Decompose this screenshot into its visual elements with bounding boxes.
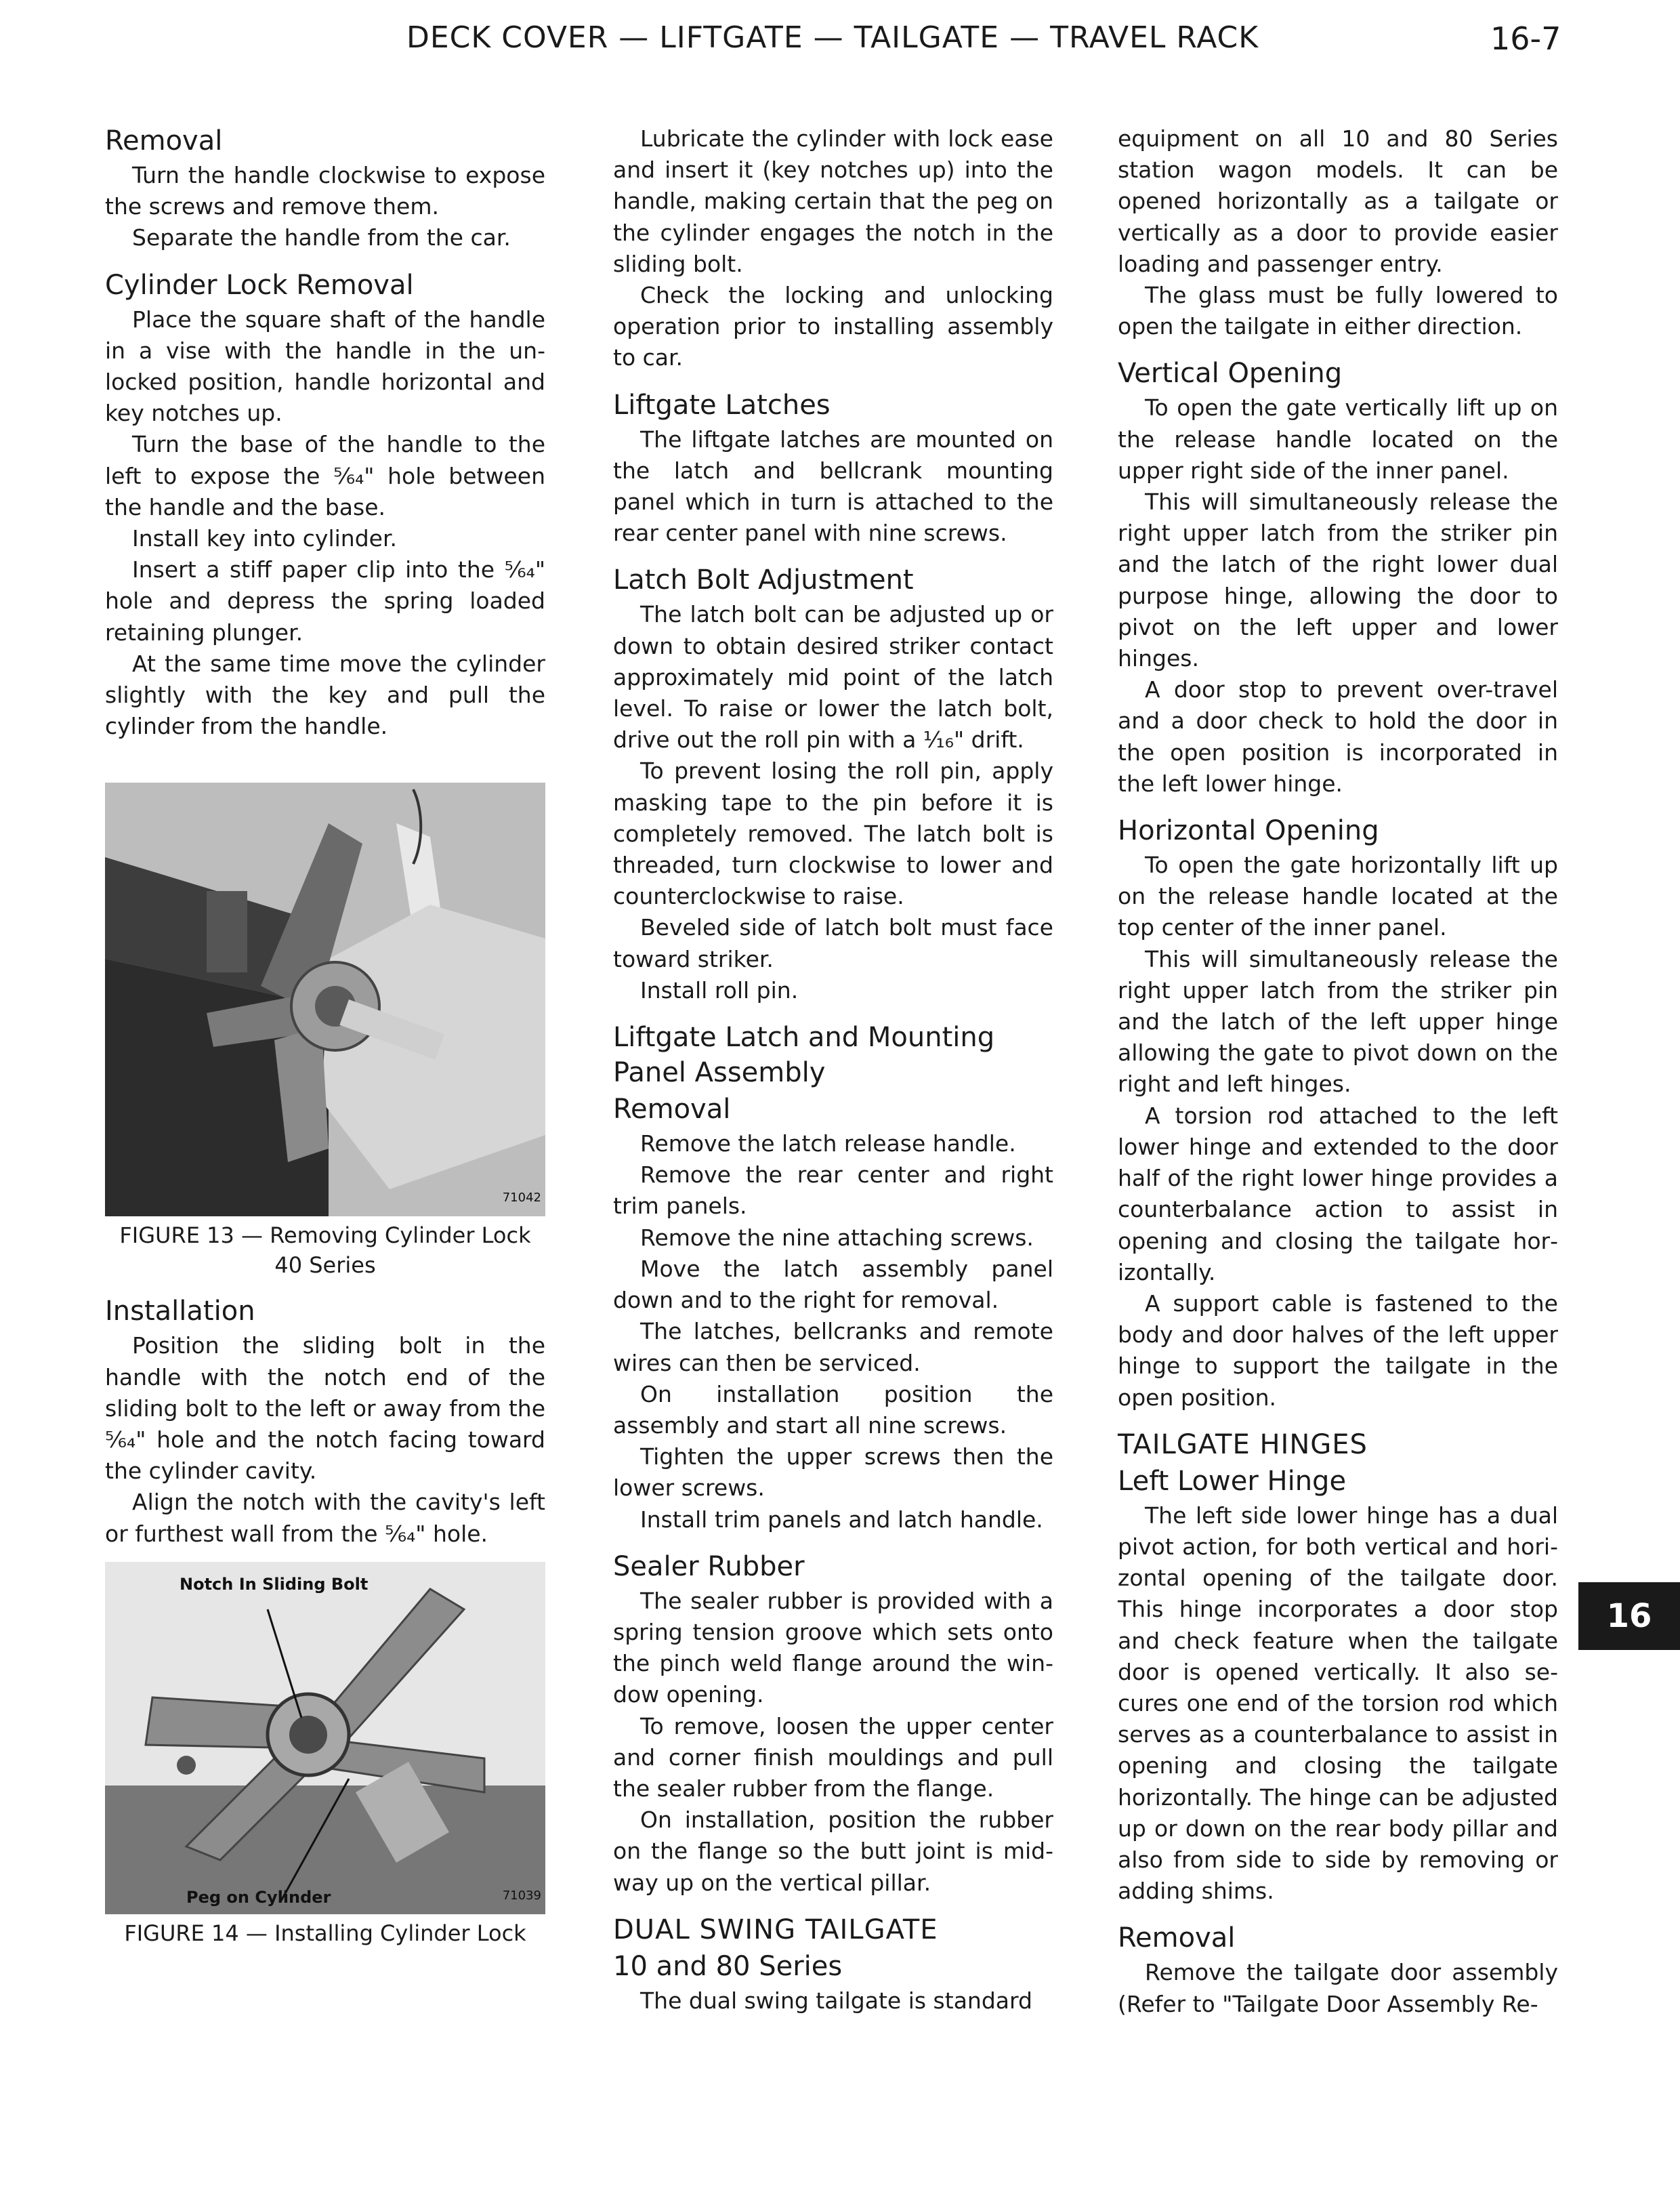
paragraph: Beveled side of latch bolt must face toward striker. — [613, 914, 1053, 972]
removal-heading: Removal — [105, 125, 223, 157]
paragraph: Remove the tailgate door assembly (Refer to "Tailgate Door Assembly Re- — [1118, 1959, 1558, 2017]
figure-14-photo — [105, 1562, 545, 1914]
page-number: 16-7 — [1490, 20, 1561, 57]
paragraph: Turn the handle clockwise to expose the screws and remove them. — [105, 162, 545, 220]
paragraph: At the same time move the cylinder slightly with the key and pull the cylinder from the handle. — [105, 650, 545, 740]
figure-13-caption-line1: FIGURE 13 — Removing Cylinder Lock — [119, 1222, 531, 1249]
paragraph: On installation position the assembly and start all nine screws. — [613, 1380, 1053, 1439]
paragraph: To remove, loosen the upper center and corner finish mouldings and pull the sealer rubber from the flange. — [613, 1712, 1053, 1802]
section-tab-badge: 16 — [1578, 1582, 1680, 1650]
installation-heading: Installation — [105, 1296, 255, 1327]
paragraph: Insert a stiff paper clip into the ⁵⁄₆₄" hole and depress the spring loaded retaining plunger. — [105, 556, 545, 646]
left-lower-hinge-heading: Left Lower Hinge — [1118, 1465, 1347, 1497]
latch-mounting-panel-heading: Liftgate Latch and Mounting Panel Assembly — [613, 1022, 995, 1089]
figure-13-caption — [105, 1220, 545, 1280]
paragraph: Install trim panels and latch handle. — [640, 1506, 1043, 1533]
paragraph: Remove the nine attaching screws. — [640, 1224, 1034, 1251]
paragraph: Align the notch with the cavity's left or furthest wall from the ⁵⁄₆₄" hole. — [105, 1489, 545, 1547]
paragraph: The latch bolt can be adjusted up or down to obtain desired striker contact approximately mid point of the latch level. To raise or lower the latch bolt, drive out the roll pin with a ¹⁄₁₆" drift. — [613, 601, 1053, 754]
page-header — [0, 20, 1680, 68]
paragraph: This will simultaneously release the right upper latch from the striker pin and the latch of the left upper hinge allowing the gate to pivot down on the right and left hinges. — [1118, 945, 1558, 1098]
paragraph: Install roll pin. — [640, 976, 799, 1004]
series-heading: 10 and 80 Series — [613, 1950, 843, 1982]
figure-14-caption: FIGURE 14 — Installing Cylinder Lock — [124, 1920, 526, 1946]
paragraph: Place the square shaft of the handle in a vise with the handle in the unlocked position, handle horizontal and key notches up. — [105, 306, 545, 427]
figure-13-photo — [105, 783, 545, 1216]
paragraph: The glass must be fully lowered to open the tailgate in either direction. — [1118, 282, 1558, 340]
figure-13-number: 71042 — [502, 1191, 541, 1205]
tailgate-hinges-heading: TAILGATE HINGES — [1118, 1428, 1368, 1460]
paragraph: To open the gate vertically lift up on the release handle located on the upper right side of the inner panel. — [1118, 394, 1558, 484]
paragraph: Install key into cylinder. — [132, 525, 397, 552]
paragraph: equipment on all 10 and 80 Series station wagon models. It can be opened horizontally as a tailgate or vertically as a door to provide easier loading and passenger entry. — [1118, 125, 1558, 277]
sealer-rubber-heading: Sealer Rubber — [613, 1550, 805, 1582]
peg-label: Peg on Cylinder — [186, 1887, 331, 1907]
paragraph: To prevent losing the roll pin, apply masking tape to the pin before it is completely removed. The latch bolt is threaded, turn clockwise to lower and counterclockwise to raise. — [613, 758, 1053, 910]
paragraph: Tighten the upper screws then the lower screws. — [613, 1443, 1053, 1502]
column-left — [105, 123, 545, 1958]
figure-13-caption-line2: 40 Series — [274, 1252, 376, 1279]
horizontal-opening-heading: Horizontal Opening — [1118, 815, 1379, 847]
removal-heading-right: Removal — [1118, 1922, 1236, 1954]
latch-bolt-adjustment-heading: Latch Bolt Adjustment — [613, 564, 914, 596]
paragraph: Remove the rear center and right trim panels. — [613, 1161, 1053, 1220]
paragraph: Check the locking and unlocking operation prior to installing assembly to car. — [613, 282, 1053, 371]
paragraph: A torsion rod attached to the left lower hinge and extended to the door half of the right lower hinge provides a counterbalance action to assist in opening and closing the tailgate horizontally. — [1118, 1102, 1558, 1285]
paragraph: On installation, position the rubber on the flange so the butt joint is midway up on the vertical pillar. — [613, 1807, 1053, 1896]
column-middle — [613, 123, 1053, 2017]
paragraph: Lubricate the cylinder with lock ease and insert it (key notches up) into the handle, making certain that the peg on the cylinder engages the notch in the sliding bolt. — [613, 125, 1053, 277]
dual-swing-tailgate-heading: DUAL SWING TAILGATE — [613, 1914, 938, 1945]
figure-14-number: 71039 — [502, 1888, 541, 1903]
cylinder-install-photo-illustration — [105, 1562, 545, 1914]
paragraph: The sealer rubber is provided with a spring tension groove which sets onto the pinch weld flange around the window opening. — [613, 1587, 1053, 1708]
paragraph: A door stop to prevent over-travel and a door check to hold the door in the open position is incorporated in the left lower hinge. — [1118, 676, 1558, 797]
paragraph: To open the gate horizontally lift up on the release handle located at the top center of the inner panel. — [1118, 852, 1558, 941]
paragraph: Turn the base of the handle to the left to expose the ⁵⁄₆₄" hole between the handle and the base. — [105, 431, 545, 520]
notch-label: Notch In Sliding Bolt — [180, 1574, 369, 1594]
paragraph: Separate the handle from the car. — [132, 224, 511, 251]
paragraph: Move the latch assembly panel down and to the right for removal. — [613, 1255, 1053, 1314]
paragraph: The dual swing tailgate is standard — [640, 1987, 1032, 2014]
paragraph: The left side lower hinge has a dual pivot action, for both vertical and horizontal opening of the tailgate door. This hinge incorporates a door stop and check feature when the tailgate door is opened vertically. It also secures one end of the torsion rod which serves as a counterbalance to assist in opening and closing the tailgate horizontally. The hinge can be adjusted up or down on the rear body pillar and also from side to side by removing or adding shims. — [1118, 1502, 1558, 1905]
liftgate-latches-heading: Liftgate Latches — [613, 389, 831, 421]
vertical-opening-heading: Vertical Opening — [1118, 358, 1343, 390]
paragraph: A support cable is fastened to the body and door halves of the left upper hinge to support the tailgate in the open position. — [1118, 1289, 1558, 1411]
paragraph: Remove the latch release handle. — [640, 1130, 1016, 1157]
cylinder-lock-photo-illustration — [105, 783, 545, 1216]
paragraph: The latches, bellcranks and remote wires can then be serviced. — [613, 1318, 1053, 1376]
cylinder-lock-removal-heading: Cylinder Lock Removal — [105, 269, 414, 301]
column-right — [1118, 123, 1558, 2020]
removal-subheading: Removal — [613, 1094, 731, 1126]
paragraph: Position the sliding bolt in the handle with the notch end of the sliding bolt to the left or away from the ⁵⁄₆₄" hole and the notch facing toward the cylinder cavity. — [105, 1332, 545, 1485]
paragraph: The liftgate latches are mounted on the latch and bellcrank mounting panel which in turn is attached to the rear center panel with nine screws. — [613, 426, 1053, 547]
running-title: DECK COVER — LIFTGATE — TAILGATE — TRAVEL RACK — [406, 20, 1259, 55]
paragraph: This will simultaneously release the right upper latch from the striker pin and the latch of the right lower dual purpose hinge, allowing the door to pivot on the left upper and lower hinges. — [1118, 489, 1558, 672]
